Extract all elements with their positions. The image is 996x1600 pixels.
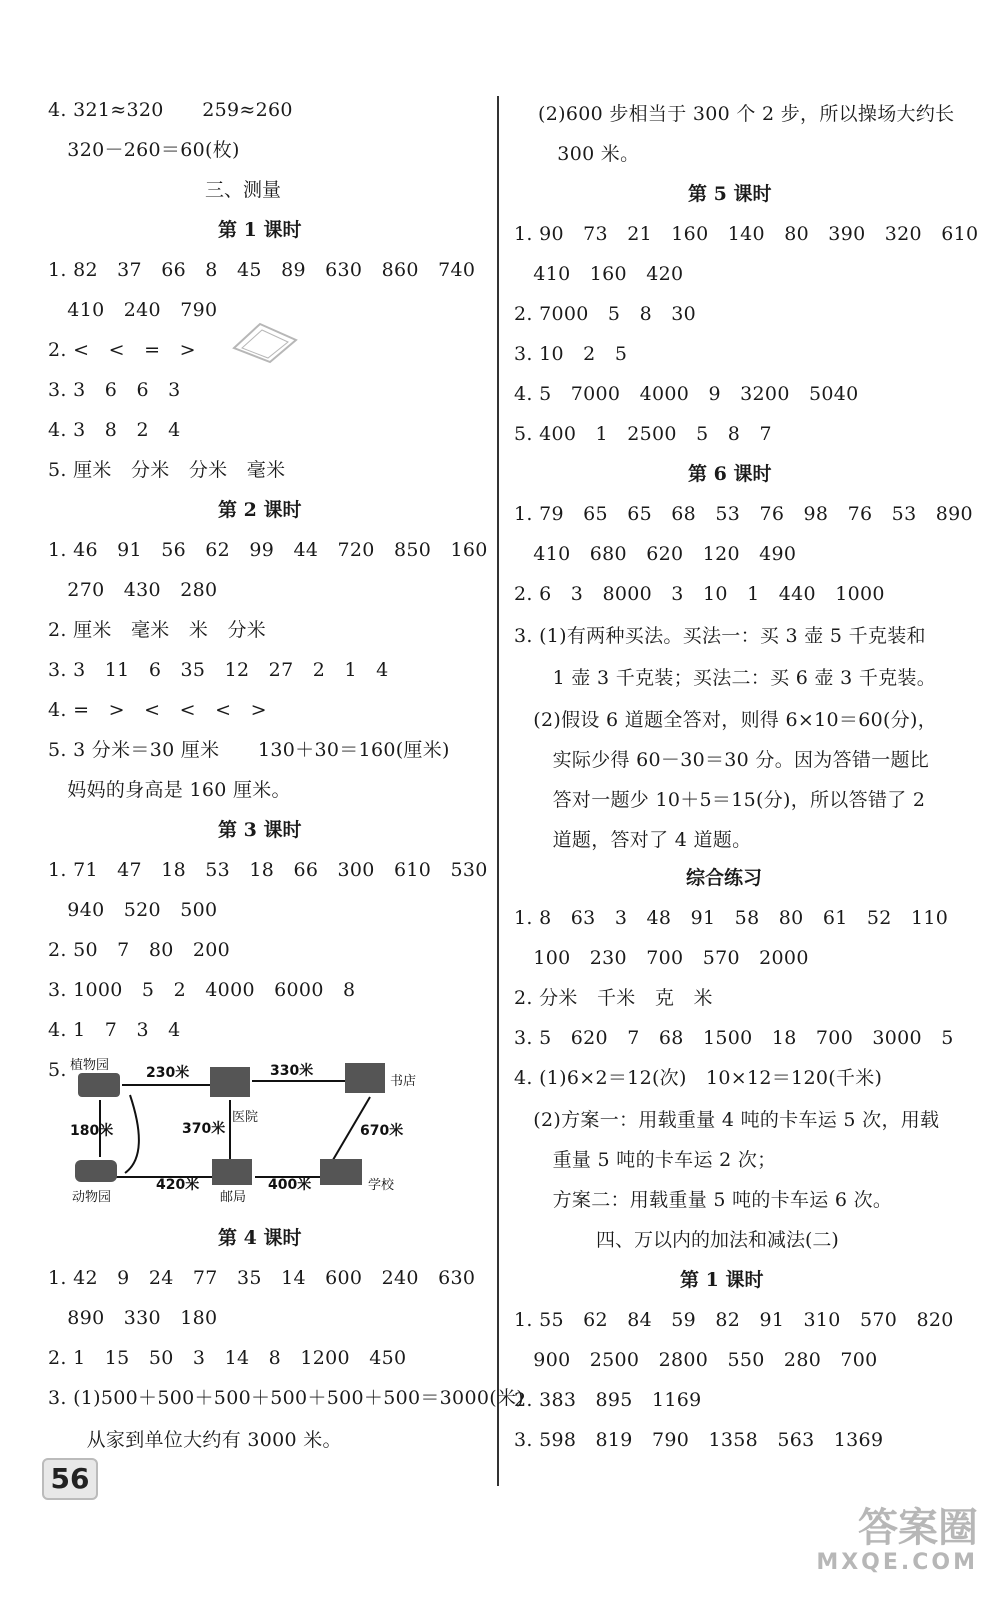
- answer-line: 410 160 420: [514, 263, 684, 285]
- lesson-heading: 第 2 课时: [218, 499, 302, 521]
- page-number: 56: [42, 1458, 98, 1500]
- answer-line: 1. 8 63 3 48 91 58 80 61 52 110: [514, 907, 949, 929]
- answer-line: 270 430 280: [48, 579, 218, 601]
- stamp-icon: [230, 318, 300, 364]
- answer-line: 4. 3 8 2 4: [48, 419, 181, 441]
- answer-line: 3. 598 819 790 1358 563 1369: [514, 1429, 884, 1451]
- answer-line: 1. 90 73 21 160 140 80 390 320 610: [514, 223, 979, 245]
- lesson-heading: 第 6 课时: [688, 463, 772, 485]
- answer-line: 4. (1)6×2＝12(次) 10×12＝120(千米): [514, 1067, 883, 1089]
- answer-line: 2. 383 895 1169: [514, 1389, 702, 1411]
- map-distance: 370米: [182, 1121, 226, 1137]
- answer-line: 320－260＝60(枚): [48, 139, 240, 161]
- section-title: 三、测量: [205, 179, 282, 201]
- answer-line: 实际少得 60－30＝30 分。因为答错一题比: [514, 749, 930, 771]
- answer-line: 5. 3 分米＝30 厘米 130＋30＝160(厘米): [48, 739, 450, 761]
- answer-line: 4. = > < < < >: [48, 699, 267, 721]
- answer-line: 2. 厘米 毫米 米 分米: [48, 619, 267, 641]
- answer-line: 5.: [48, 1059, 67, 1081]
- answer-line: 2. 50 7 80 200: [48, 939, 231, 961]
- route-map: [70, 1055, 420, 1205]
- lesson-heading: 综合练习: [686, 867, 763, 889]
- map-place: 邮局: [220, 1190, 247, 1205]
- section-title: 四、万以内的加法和减法(二): [596, 1229, 839, 1251]
- answer-line: 妈妈的身高是 160 厘米。: [48, 779, 291, 801]
- answer-line: 4. 5 7000 4000 9 3200 5040: [514, 383, 859, 405]
- answer-line: 1. 42 9 24 77 35 14 600 240 630: [48, 1267, 476, 1289]
- map-distance: 400米: [268, 1177, 312, 1193]
- answer-line: 答对一题少 10＋5＝15(分)，所以答错了 2: [514, 789, 926, 811]
- answer-line: 3. 3 11 6 35 12 27 2 1 4: [48, 659, 389, 681]
- answer-line: 5. 400 1 2500 5 8 7: [514, 423, 772, 445]
- answer-line: 1. 71 47 18 53 18 66 300 610 530: [48, 859, 488, 881]
- answer-line: 2. 分米 千米 克 米: [514, 987, 713, 1009]
- map-distance: 330米: [270, 1063, 314, 1079]
- lesson-heading: 第 5 课时: [688, 183, 772, 205]
- answer-line: 从家到单位大约有 3000 米。: [48, 1429, 342, 1451]
- answer-line: 方案二：用载重量 5 吨的卡车运 6 次。: [514, 1189, 893, 1211]
- watermark-url: MXQE.COM: [816, 1550, 978, 1575]
- answer-line: 410 240 790: [48, 299, 218, 321]
- lesson-heading: 第 1 课时: [680, 1269, 764, 1291]
- answer-line: 3. 10 2 5: [514, 343, 628, 365]
- map-place: 植物园: [70, 1058, 110, 1073]
- map-place: 动物园: [72, 1190, 112, 1205]
- answer-line: 1. 79 65 65 68 53 76 98 76 53 890: [514, 503, 973, 525]
- map-distance: 420米: [156, 1177, 200, 1193]
- answer-line: 5. 厘米 分米 分米 毫米: [48, 459, 286, 481]
- answer-line: (2)假设 6 道题全答对，则得 6×10＝60(分)，: [514, 709, 938, 731]
- lesson-heading: 第 3 课时: [218, 819, 302, 841]
- answer-line: 1. 46 91 56 62 99 44 720 850 160: [48, 539, 488, 561]
- answer-line: (2)方案一：用载重量 4 吨的卡车运 5 次，用载: [514, 1109, 940, 1131]
- map-distance: 230米: [146, 1065, 190, 1081]
- answer-line: 900 2500 2800 550 280 700: [514, 1349, 878, 1371]
- map-distance: 670米: [360, 1123, 404, 1139]
- answer-line: 2. < < = >: [48, 339, 196, 361]
- answer-line: 940 520 500: [48, 899, 218, 921]
- map-distance: 180米: [70, 1123, 114, 1139]
- answer-line: 3. 5 620 7 68 1500 18 700 3000 5: [514, 1027, 954, 1049]
- answer-line: 3. (1)有两种买法。买法一：买 3 壶 5 千克装和: [514, 625, 926, 647]
- answer-line: (2)600 步相当于 300 个 2 步，所以操场大约长: [538, 103, 955, 125]
- answer-line: 1. 82 37 66 8 45 89 630 860 740: [48, 259, 476, 281]
- map-place: 书店: [390, 1074, 417, 1089]
- answer-line: 道题，答对了 4 道题。: [514, 829, 752, 851]
- answer-line: 100 230 700 570 2000: [514, 947, 809, 969]
- answer-line: 1 壶 3 千克装；买法二：买 6 壶 3 千克装。: [514, 667, 937, 689]
- watermark-logo: [738, 1506, 978, 1586]
- lesson-heading: 第 4 课时: [218, 1227, 302, 1249]
- answer-line: 4. 321≈320 259≈260: [48, 99, 293, 121]
- answer-line: 3. (1)500＋500＋500＋500＋500＋500＝3000(米): [48, 1387, 524, 1409]
- answer-line: 1. 55 62 84 59 82 91 310 570 820: [514, 1309, 954, 1331]
- column-divider: [497, 96, 499, 1486]
- answer-line: 890 330 180: [48, 1307, 218, 1329]
- watermark-text: 答案圈: [858, 1505, 978, 1551]
- answer-line: 3. 1000 5 2 4000 6000 8: [48, 979, 356, 1001]
- answer-line: 4. 1 7 3 4: [48, 1019, 181, 1041]
- answer-line: 2. 6 3 8000 3 10 1 440 1000: [514, 583, 885, 605]
- answer-line: 2. 7000 5 8 30: [514, 303, 697, 325]
- answer-line: 2. 1 15 50 3 14 8 1200 450: [48, 1347, 407, 1369]
- map-place: 学校: [368, 1178, 395, 1193]
- answer-line: 3. 3 6 6 3: [48, 379, 181, 401]
- answer-line: 重量 5 吨的卡车运 2 次；: [514, 1149, 777, 1171]
- answer-line: 300 米。: [538, 143, 640, 165]
- answer-line: 410 680 620 120 490: [514, 543, 797, 565]
- map-place: 医院: [232, 1110, 259, 1125]
- lesson-heading: 第 1 课时: [218, 219, 302, 241]
